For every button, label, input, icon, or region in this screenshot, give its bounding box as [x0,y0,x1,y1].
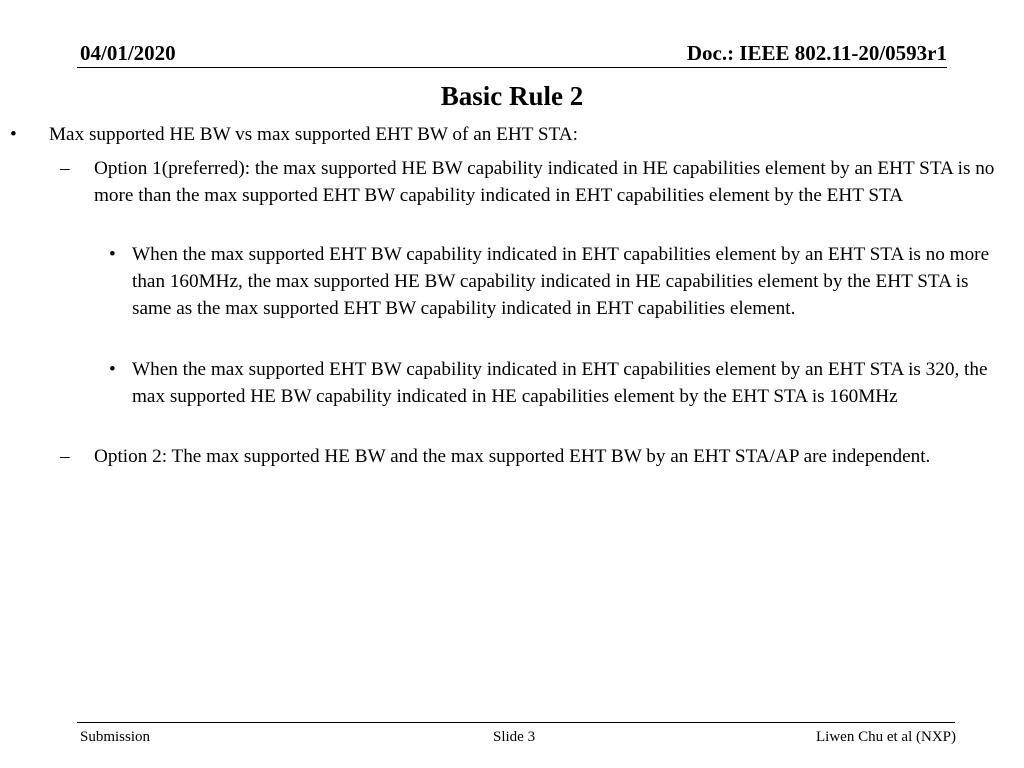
footer-slide-number: Slide 3 [493,729,536,745]
option-1-item: Option 1(preferred): the max supported HE BW capability indicated in HE capabilities element by an EHT STA is no more than the max supported EHT BW capability indicated in EHT capabilities element by the EHT STA [94,158,995,206]
option-1-subitem-a: When the max supported EHT BW capability indicated in EHT capabilities element by an EHT STA is no more than 160MHz, the max supported HE BW capability indicated in HE capabilities element by the EHT STA is same as the max supported EHT BW capability indicated in EHT capabilities element. [132,244,990,319]
header-date: 04/01/2020 [80,41,176,65]
footer-author: Liwen Chu et al (NXP) [816,729,956,745]
header-document-id: Doc.: IEEE 802.11-20/0593r1 [686,41,947,65]
bullet-marker: • [109,244,116,265]
dash-marker: – [60,446,70,467]
option-2-item: Option 2: The max supported HE BW and the max supported EHT BW by an EHT STA/AP are independent. [94,446,931,467]
bullet-marker: • [109,359,116,380]
footer-submission: Submission [80,729,151,745]
dash-marker: – [60,158,70,179]
bullet-level1: Max supported HE BW vs max supported EHT BW of an EHT STA: [49,124,578,145]
footer-divider [77,722,955,723]
bullet-marker: • [10,124,17,145]
header-divider [77,67,947,68]
slide-title: Basic Rule 2 [440,81,584,111]
option-1-subitem-b: When the max supported EHT BW capability indicated in EHT capabilities element by an EHT STA is 320, the max supported HE BW capability indicated in HE capabilities element by the EHT STA is 160MHz [132,359,988,407]
